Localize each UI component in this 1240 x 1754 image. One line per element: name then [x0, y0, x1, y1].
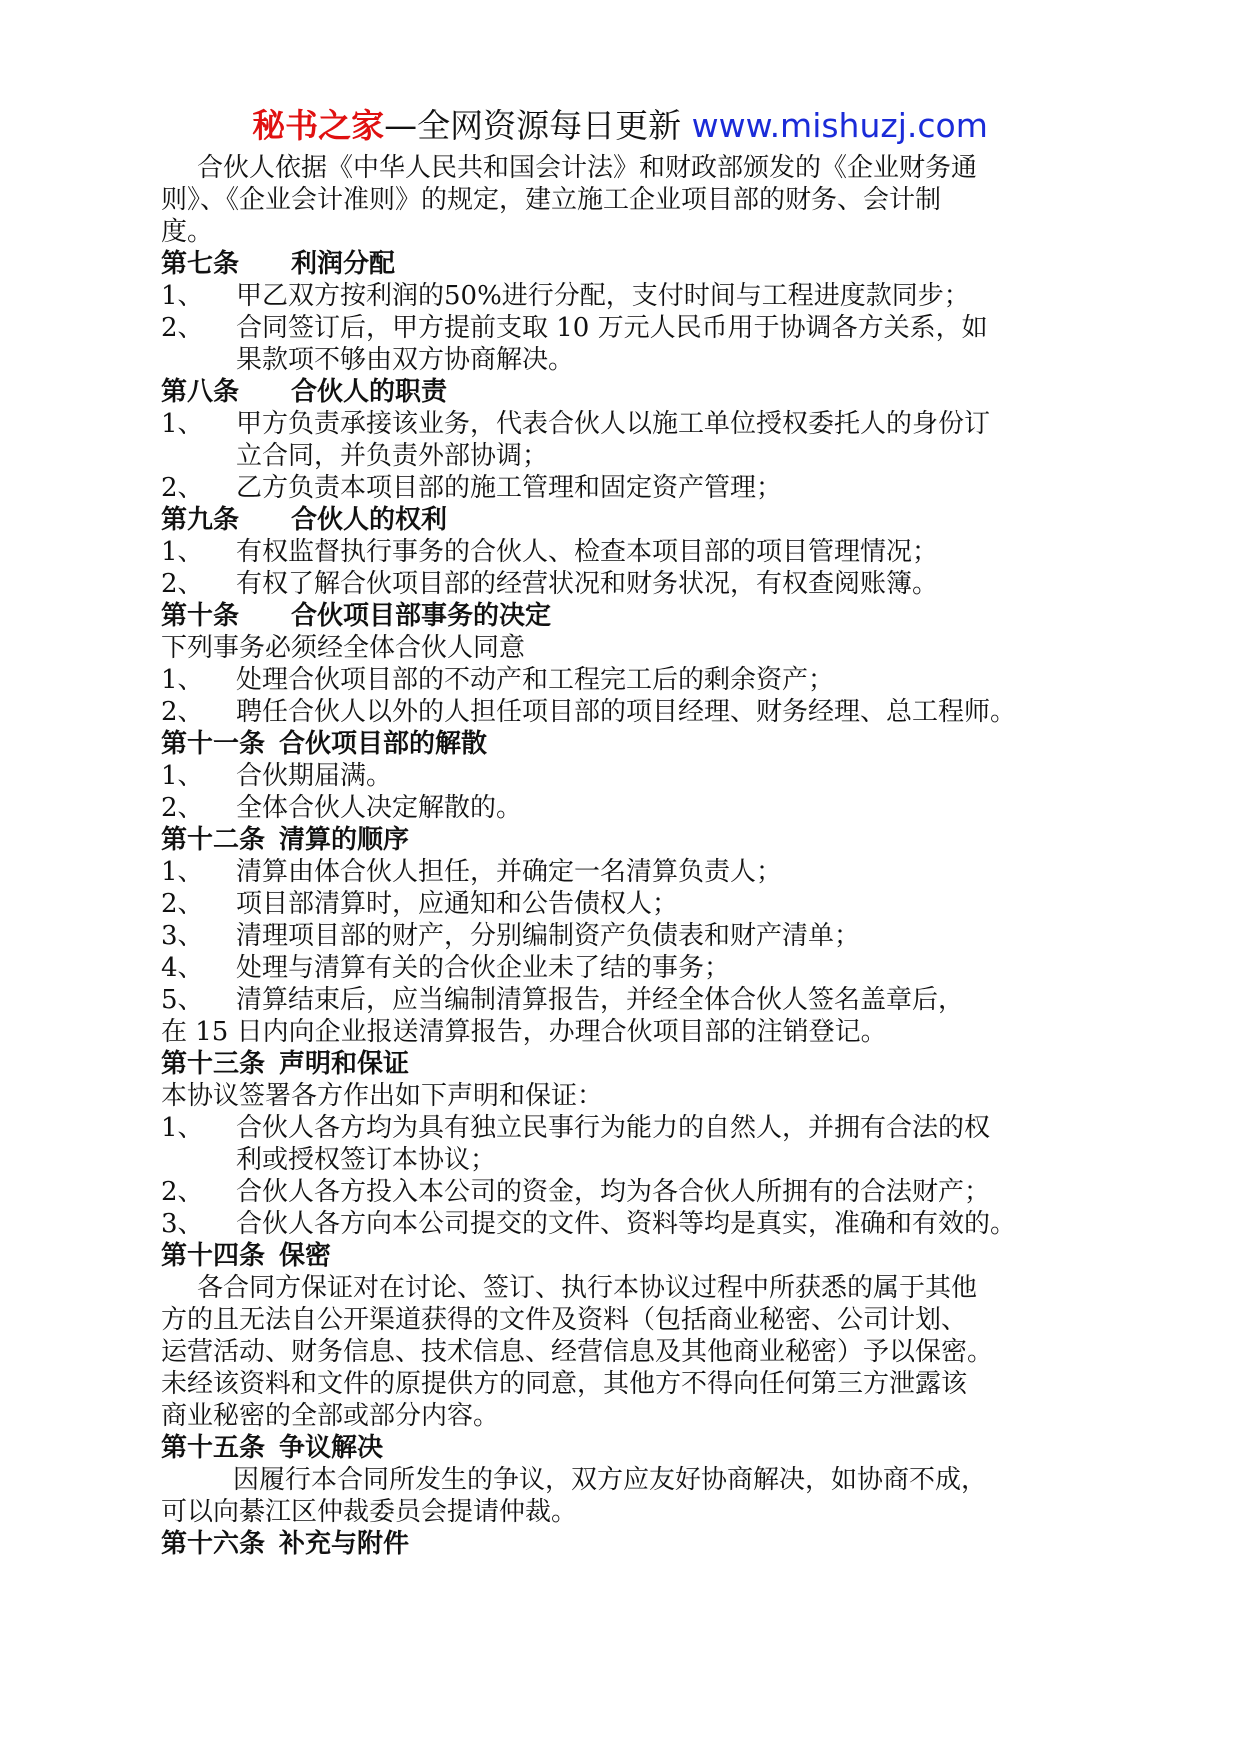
- header-dash: —: [384, 106, 418, 145]
- item-text: 处理与清算有关的合伙企业未了结的事务；: [236, 953, 731, 983]
- section-title: 合伙项目部的解散: [279, 729, 488, 759]
- list-item: [161, 664, 1101, 696]
- item-continuation: 利或授权签订本协议；: [236, 1145, 497, 1175]
- paragraph-line: 因履行本合同所发生的争议，双方应友好协商解决，如协商不成，: [233, 1465, 988, 1495]
- list-item: [161, 984, 1101, 1016]
- section-title: 合伙人的职责: [291, 377, 448, 407]
- list-item: [161, 856, 1101, 888]
- item-text: 合同签订后，甲方提前支取 10 万元人民币用于协调各方关系，如: [236, 313, 988, 343]
- list-item: [161, 952, 1101, 984]
- section-number: 第十条: [161, 601, 240, 631]
- section-title: 声明和保证: [279, 1049, 410, 1079]
- list-item: [161, 280, 1101, 312]
- item-number: 2、: [161, 793, 204, 823]
- list-item: [161, 536, 1101, 568]
- item-number: 1、: [161, 665, 204, 695]
- intro-line: 则》、《企业会计准则》的规定，建立施工企业项目部的财务、会计制: [161, 185, 942, 215]
- section-title: 利润分配: [291, 249, 396, 279]
- paragraph-line: 运营活动、财务信息、技术信息、经营信息及其他商业秘密）予以保密。: [161, 1337, 994, 1367]
- header-tagline: 全网资源每日更新: [417, 106, 682, 145]
- item-continuation: 立合同，并负责外部协调；: [236, 441, 549, 471]
- item-number: 1、: [161, 409, 204, 439]
- section-paragraph: 本协议签署各方作出如下声明和保证：: [161, 1081, 604, 1111]
- list-item: [161, 472, 1101, 504]
- paragraph-line: 商业秘密的全部或部分内容。: [161, 1401, 500, 1431]
- section-heading-12: [161, 824, 1101, 856]
- list-item: [161, 696, 1101, 728]
- section-title: 争议解决: [279, 1433, 384, 1463]
- section-number: 第十四条: [161, 1241, 266, 1271]
- item-number: 1、: [161, 537, 204, 567]
- list-item: [161, 888, 1101, 920]
- list-item: [161, 920, 1101, 952]
- item-number: 2、: [161, 569, 204, 599]
- list-item: [161, 1112, 1101, 1144]
- list-item: [161, 1208, 1101, 1240]
- brand-name: 秘书之家: [252, 106, 385, 145]
- list-item: [161, 792, 1101, 824]
- item-number: 1、: [161, 281, 204, 311]
- section-heading-11: [161, 728, 1101, 760]
- item-text: 乙方负责本项目部的施工管理和固定资产管理；: [236, 473, 783, 503]
- section-number: 第十三条: [161, 1049, 266, 1079]
- list-item: [161, 408, 1101, 440]
- item-number: 1、: [161, 761, 204, 791]
- section-number: 第十一条: [161, 729, 266, 759]
- page-header: [0, 104, 1240, 148]
- item-text: 全体合伙人决定解散的。: [236, 793, 523, 823]
- section-heading-14: [161, 1240, 1101, 1272]
- section-heading-15: [161, 1432, 1101, 1464]
- item-text: 有权监督执行事务的合伙人、检查本项目部的项目管理情况；: [236, 537, 939, 567]
- header-url-link[interactable]: www.mishuzj.com: [691, 106, 988, 145]
- item-number: 1、: [161, 1113, 204, 1143]
- item-text: 有权了解合伙项目部的经营状况和财务状况，有权查阅账簿。: [236, 569, 939, 599]
- item-text: 合伙人各方均为具有独立民事行为能力的自然人，并拥有合法的权: [236, 1113, 991, 1143]
- item-text: 合伙人各方投入本公司的资金，均为各合伙人所拥有的合法财产；: [236, 1177, 991, 1207]
- section-heading-16: [161, 1528, 1101, 1560]
- section-heading-9: [161, 504, 1101, 536]
- item-number: 2、: [161, 697, 204, 727]
- paragraph-line: 未经该资料和文件的原提供方的同意，其他方不得向任何第三方泄露该: [161, 1369, 968, 1399]
- paragraph-line: 可以向綦江区仲裁委员会提请仲裁。: [161, 1497, 578, 1527]
- intro-line: 合伙人依据《中华人民共和国会计法》和财政部颁发的《企业财务通: [197, 153, 978, 183]
- item-number: 4、: [161, 953, 204, 983]
- section-title: 合伙项目部事务的决定: [291, 601, 552, 631]
- section-number: 第十六条: [161, 1529, 266, 1559]
- section-number: 第九条: [161, 505, 240, 535]
- item-number: 2、: [161, 473, 204, 503]
- item-number: 5、: [161, 985, 204, 1015]
- item-number: 3、: [161, 921, 204, 951]
- item-number: 2、: [161, 889, 204, 919]
- list-item: [161, 1176, 1101, 1208]
- list-item: [161, 568, 1101, 600]
- section-title: 保密: [279, 1241, 332, 1271]
- item-text: 清理项目部的财产，分别编制资产负债表和财产清单；: [236, 921, 861, 951]
- section-heading-8: [161, 376, 1101, 408]
- item-text: 清算由体合伙人担任，并确定一名清算负责人；: [236, 857, 783, 887]
- item-text: 合伙期届满。: [236, 761, 393, 791]
- section-paragraph: 下列事务必须经全体合伙人同意: [161, 633, 526, 663]
- section-title: 合伙人的权利: [291, 505, 448, 535]
- item-number: 2、: [161, 1177, 204, 1207]
- section-paragraph: 在 15 日内向企业报送清算报告，办理合伙项目部的注销登记。: [161, 1017, 887, 1047]
- list-item: [161, 760, 1101, 792]
- intro-line: 度。: [161, 217, 214, 247]
- document-body: [161, 152, 1101, 1560]
- section-heading-7: [161, 248, 1101, 280]
- section-number: 第十二条: [161, 825, 266, 855]
- item-continuation: 果款项不够由双方协商解决。: [236, 345, 575, 375]
- section-number: 第七条: [161, 249, 240, 279]
- item-text: 合伙人各方向本公司提交的文件、资料等均是真实，准确和有效的。: [236, 1209, 1017, 1239]
- item-text: 项目部清算时，应通知和公告债权人；: [236, 889, 679, 919]
- paragraph-line: 各合同方保证对在讨论、签订、执行本协议过程中所获悉的属于其他: [197, 1273, 978, 1303]
- section-number: 第十五条: [161, 1433, 266, 1463]
- item-text: 甲方负责承接该业务，代表合伙人以施工单位授权委托人的身份订: [236, 409, 991, 439]
- section-title: 清算的顺序: [279, 825, 410, 855]
- section-heading-13: [161, 1048, 1101, 1080]
- section-number: 第八条: [161, 377, 240, 407]
- section-heading-10: [161, 600, 1101, 632]
- item-text: 处理合伙项目部的不动产和工程完工后的剩余资产；: [236, 665, 835, 695]
- paragraph-line: 方的且无法自公开渠道获得的文件及资料（包括商业秘密、公司计划、: [161, 1305, 968, 1335]
- item-number: 1、: [161, 857, 204, 887]
- item-number: 3、: [161, 1209, 204, 1239]
- item-text: 清算结束后，应当编制清算报告，并经全体合伙人签名盖章后，: [236, 985, 965, 1015]
- item-text: 甲乙双方按利润的50%进行分配，支付时间与工程进度款同步；: [236, 281, 970, 311]
- list-item: [161, 312, 1101, 344]
- item-number: 2、: [161, 313, 204, 343]
- section-title: 补充与附件: [279, 1529, 410, 1559]
- item-text: 聘任合伙人以外的人担任项目部的项目经理、财务经理、总工程师。: [236, 697, 1017, 727]
